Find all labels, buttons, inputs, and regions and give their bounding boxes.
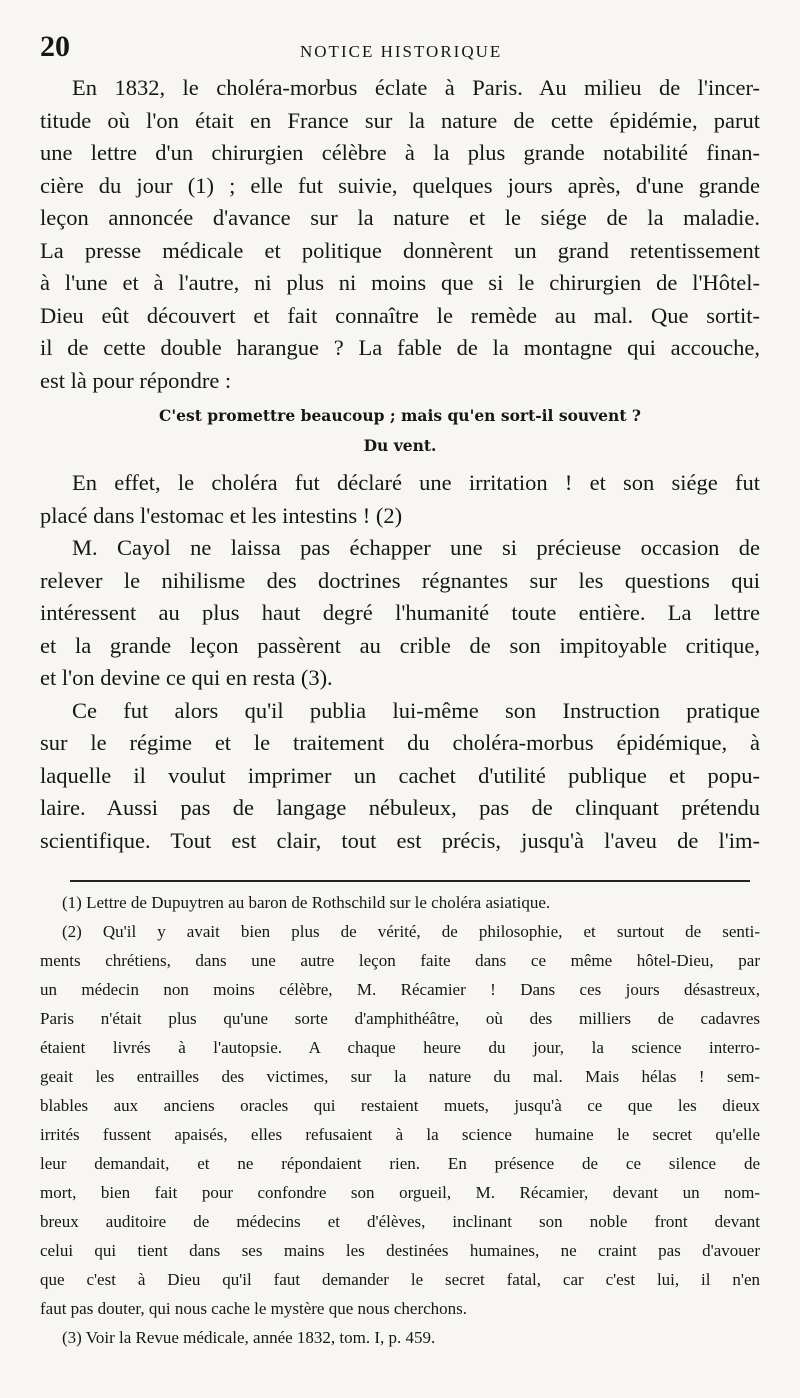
text-line: placé dans l'estomac et les intestins ! (2) <box>40 502 403 528</box>
footnote-divider <box>70 880 750 882</box>
text-line: En 1832, le choléra-morbus éclate à Paris. Au milieu de l'incer- <box>72 75 760 100</box>
footnote-line: irrités fussent apaisés, elles refusaient à la science humaine le secret qu'elle <box>40 1125 760 1144</box>
footnote-line: un médecin non moins célèbre, M. Récamier ! Dans ces jours désastreux, <box>40 980 760 999</box>
verse-quote: Du vent. <box>363 436 437 455</box>
text-line: il de cette double harangue ? La fable de la montagne qui accouche, <box>40 335 760 360</box>
text-line: leçon annoncée d'avance sur la nature et le siége de la maladie. <box>40 205 760 230</box>
text-line: cière du jour (1) ; elle fut suivie, quelques jours après, d'une grande <box>40 172 760 198</box>
text-line: une lettre d'un chirurgien célèbre à la plus grande notabilité finan- <box>40 140 760 165</box>
text-line: intéressent au plus haut degré l'humanité toute entière. La lettre <box>40 600 760 625</box>
text-line: laquelle il voulut imprimer un cachet d'utilité publique et popu- <box>40 762 760 788</box>
text-line: et l'on devine ce qui en resta (3). <box>40 665 333 690</box>
text-line: La presse médicale et politique donnèrent un grand retentissement <box>40 237 760 263</box>
text-line: En effet, le choléra fut déclaré une irritation ! et son siége fut <box>72 470 760 495</box>
text-line: relever le nihilisme des doctrines régnantes sur les questions qui <box>40 567 760 593</box>
footnote-line: (2) Qu'il y avait bien plus de vérité, de philosophie, et surtout de senti- <box>62 922 760 941</box>
footnote-line: breux auditoire de médecins et d'élèves, inclinant son noble front devant <box>40 1212 760 1231</box>
text-line: est là pour répondre : <box>40 367 232 393</box>
footnote-line: mort, bien fait pour confondre son orgueil, M. Récamier, devant un nom- <box>40 1183 760 1202</box>
footnote-line: (3) Voir la Revue médicale, année 1832, tom. I, p. 459. <box>62 1328 436 1347</box>
footnote-line: que c'est à Dieu qu'il faut demander le secret fatal, car c'est lui, il n'en <box>40 1270 760 1289</box>
text-line: laire. Aussi pas de langage nébuleux, pas de clinquant prétendu <box>40 795 760 820</box>
text-line: à l'une et à l'autre, ni plus ni moins que si le chirurgien de l'Hôtel- <box>40 270 760 295</box>
verse-quote: C'est promettre beaucoup ; mais qu'en sort-il souvent ? <box>159 406 641 425</box>
footnotes <box>40 888 760 1352</box>
footnote-line: blables aux anciens oracles qui restaient muets, jusqu'à ce que les dieux <box>40 1096 760 1115</box>
footnote-line: étaient livrés à l'autopsie. A chaque heure du jour, la science interro- <box>40 1038 760 1057</box>
footnote-line: celui qui tient dans ses mains les destinées humaines, ne craint pas d'avouer <box>40 1241 760 1260</box>
text-line: et la grande leçon passèrent au crible de son impitoyable critique, <box>40 632 760 658</box>
footnote-line: (1) Lettre de Dupuytren au baron de Rothschild sur le choléra asiatique. <box>62 893 551 912</box>
page-number: 20 <box>40 30 70 63</box>
footnote-line: Paris n'était plus qu'une sorte d'amphithéâtre, où des milliers de cadavres <box>40 1009 760 1028</box>
text-line: sur le régime et le traitement du choléra-morbus épidémique, à <box>40 730 760 755</box>
text-line: Ce fut alors qu'il publia lui-même son Instruction pratique <box>72 697 760 723</box>
text-line: titude où l'on était en France sur la nature de cette épidémie, parut <box>40 107 760 133</box>
main-text <box>40 72 760 857</box>
footnote-line: geait les entrailles des victimes, sur la nature du mal. Mais hélas ! sem- <box>40 1067 760 1086</box>
text-line: scientifique. Tout est clair, tout est précis, jusqu'à l'aveu de l'im- <box>40 827 760 853</box>
running-title: NOTICE HISTORIQUE <box>300 42 503 61</box>
footnote-line: leur demandait, et ne répondaient rien. En présence de ce silence de <box>40 1154 760 1173</box>
text-line: Dieu eût découvert et fait connaître le remède au mal. Que sortit- <box>40 302 760 328</box>
footnote-line: ments chrétiens, dans une autre leçon faite dans ce même hôtel-Dieu, par <box>40 951 760 970</box>
footnote-line: faut pas douter, qui nous cache le mystère que nous cherchons. <box>40 1299 468 1318</box>
text-line: M. Cayol ne laissa pas échapper une si précieuse occasion de <box>72 535 760 560</box>
